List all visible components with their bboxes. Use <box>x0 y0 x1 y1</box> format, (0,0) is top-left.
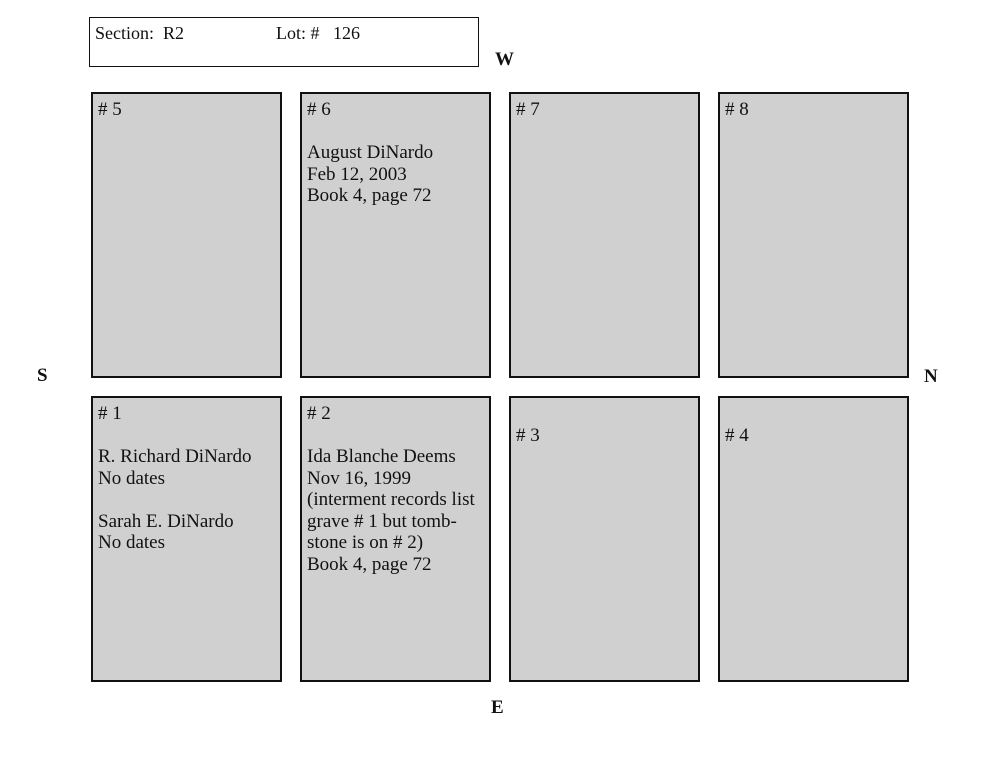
compass-east: E <box>491 697 504 718</box>
record-line: Sarah E. DiNardo <box>98 510 234 532</box>
grave-record <box>98 446 278 554</box>
grave-plot-3 <box>509 396 700 682</box>
record-line: Book 4, page 72 <box>307 553 432 575</box>
lot-label: Lot: # <box>276 23 320 43</box>
grave-number: # 1 <box>98 403 122 424</box>
grave-number: # 8 <box>725 99 749 120</box>
record-line: No dates <box>98 467 166 489</box>
grave-number: # 3 <box>516 425 540 446</box>
record-line: August DiNardo <box>307 142 434 163</box>
record-line: grave # 1 but tomb- <box>307 510 457 532</box>
record-line: R. Richard DiNardo <box>98 446 252 467</box>
compass-south: S <box>37 365 48 386</box>
lot-value: 126 <box>333 23 360 43</box>
record-line: (interment records list <box>307 489 475 510</box>
compass-north: N <box>924 366 938 387</box>
grave-plot-2 <box>300 396 491 682</box>
record-spacer <box>98 489 278 511</box>
grave-number: # 4 <box>725 425 749 446</box>
section-field <box>95 23 184 44</box>
grave-plot-5 <box>91 92 282 378</box>
lot-field <box>276 23 360 44</box>
grave-number: # 6 <box>307 99 331 120</box>
grave-plot-6 <box>300 92 491 378</box>
section-value: R2 <box>163 23 185 43</box>
compass-west: W <box>495 49 514 70</box>
grave-record <box>307 142 487 207</box>
grave-number: # 5 <box>98 99 122 120</box>
grave-record <box>307 446 487 575</box>
record-line: Feb 12, 2003 <box>307 163 407 185</box>
grave-plot-7 <box>509 92 700 378</box>
lot-header-box <box>89 17 479 67</box>
record-line: No dates <box>98 532 166 553</box>
record-line: stone is on # 2) <box>307 532 424 553</box>
record-line: Ida Blanche Deems <box>307 446 456 467</box>
grave-plot-1 <box>91 396 282 682</box>
record-line: Nov 16, 1999 <box>307 467 411 489</box>
grave-number: # 2 <box>307 403 331 424</box>
section-label: Section: <box>95 23 154 43</box>
grave-number: # 7 <box>516 99 540 120</box>
grave-plot-4 <box>718 396 909 682</box>
record-line: Book 4, page 72 <box>307 185 432 206</box>
grave-plot-8 <box>718 92 909 378</box>
